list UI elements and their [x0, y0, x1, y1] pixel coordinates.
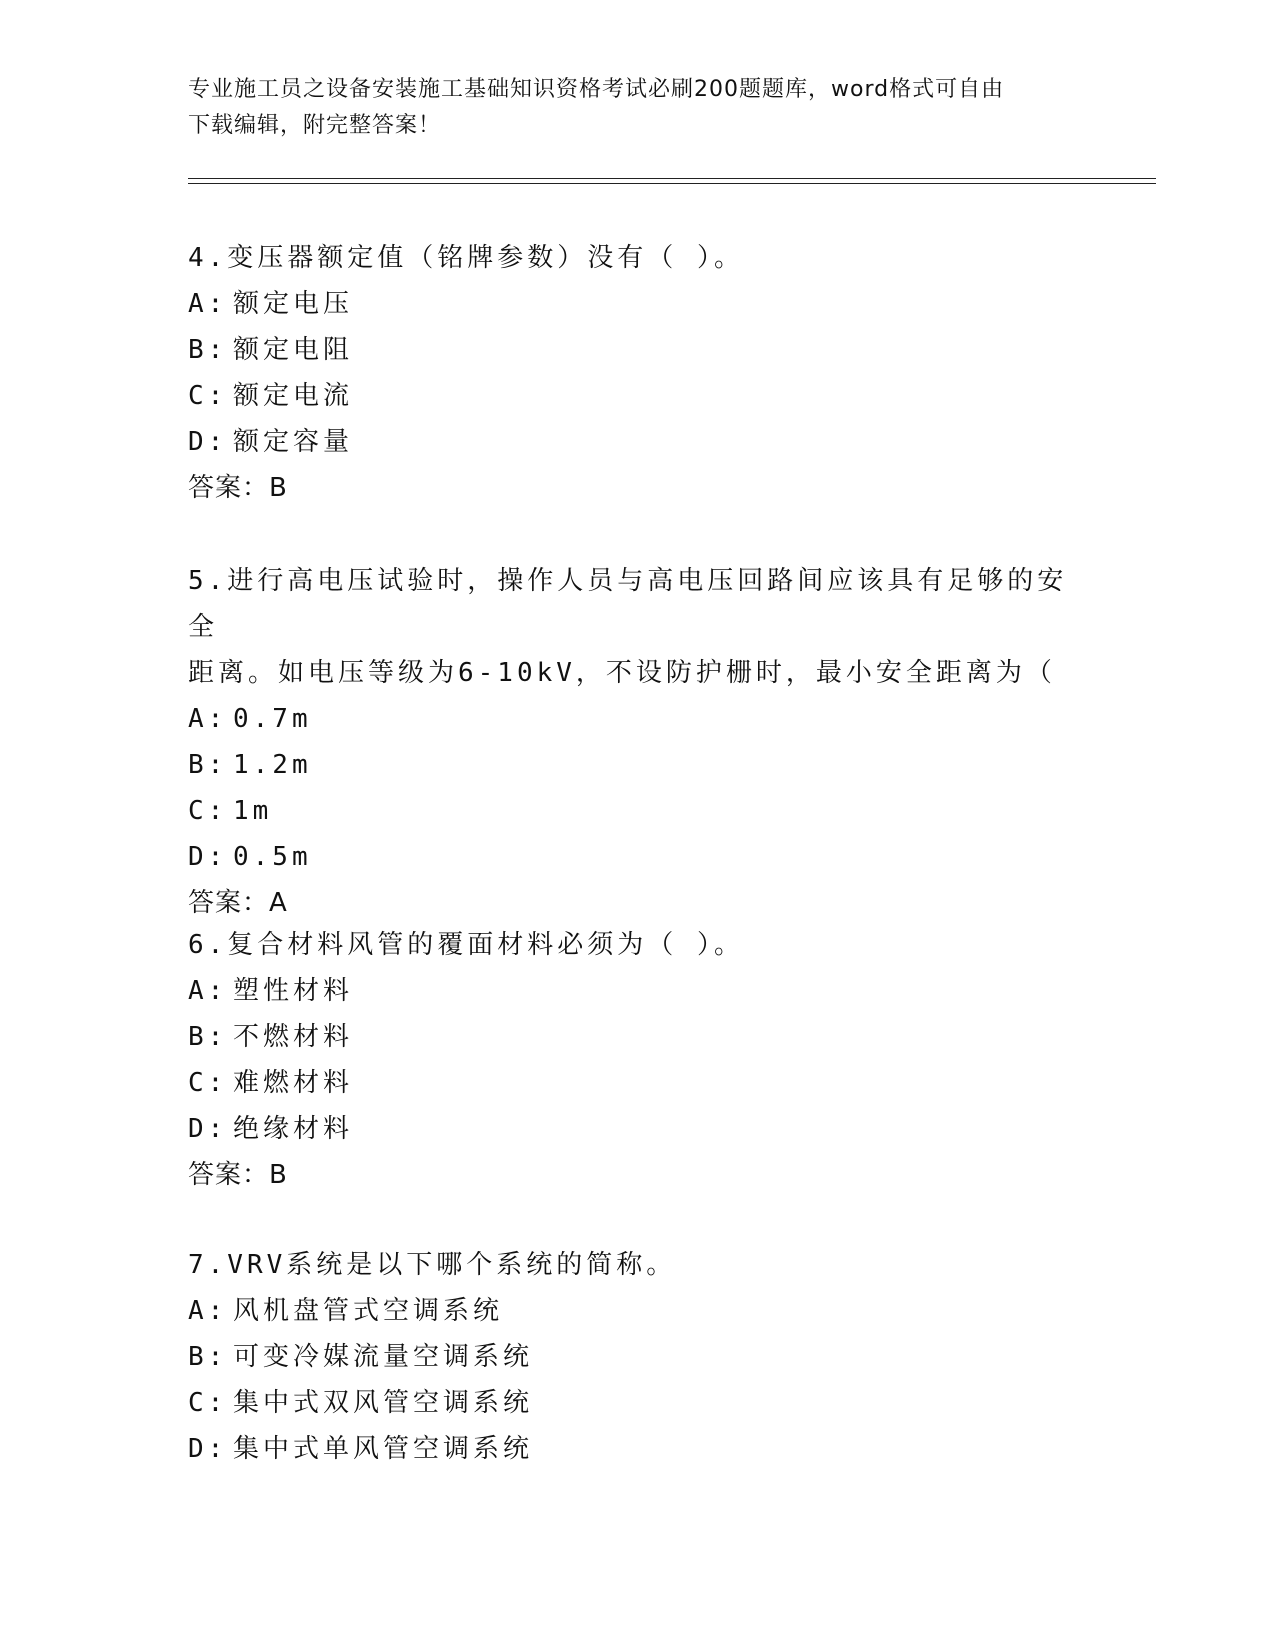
option-b: [188, 1334, 1088, 1380]
header-line-1: 专业施工员之设备安装施工基础知识资格考试必刷200题题库，word格式可自由: [188, 77, 1005, 102]
option-b: [188, 1014, 1088, 1060]
option-key: D:: [188, 1434, 228, 1464]
answer-line: 答案：B: [188, 1160, 288, 1190]
option-a: [188, 696, 1088, 742]
option-key: C:: [188, 381, 228, 411]
option-key: C:: [188, 796, 228, 826]
option-text: 额定电压: [233, 289, 354, 319]
option-key: B:: [188, 750, 228, 780]
option-a: [188, 281, 1088, 327]
option-c: [188, 788, 1088, 834]
option-text: 额定电阻: [233, 335, 354, 365]
option-a: [188, 968, 1088, 1014]
question-4: [188, 235, 1088, 511]
option-c: [188, 373, 1088, 419]
option-d: [188, 1426, 1088, 1472]
option-key: D:: [188, 842, 228, 872]
option-text: 塑性材料: [233, 976, 354, 1006]
option-text: 绝缘材料: [233, 1114, 354, 1144]
option-c: [188, 1380, 1088, 1426]
option-key: A:: [188, 1296, 228, 1326]
option-key: C:: [188, 1388, 228, 1418]
option-key: D:: [188, 1114, 228, 1144]
option-c: [188, 1060, 1088, 1106]
option-text: 风机盘管式空调系统: [233, 1296, 504, 1326]
question-6: [188, 922, 1088, 1198]
option-key: B:: [188, 335, 228, 365]
option-key: C:: [188, 1068, 228, 1098]
question-stem-line-2: 距离。如电压等级为6-10kV，不设防护栅时，最小安全距离为（: [188, 658, 1056, 688]
header-line-2: 下载编辑，附完整答案！: [188, 113, 442, 138]
question-stem-line-1: 5.进行高电压试验时，操作人员与高电压回路间应该具有足够的安全: [188, 566, 1068, 642]
option-d: [188, 834, 1088, 880]
option-key: B:: [188, 1342, 228, 1372]
header-divider-top: [188, 178, 1156, 179]
question-7: [188, 1242, 1088, 1472]
option-text: 难燃材料: [233, 1068, 354, 1098]
question-stem: 6.复合材料风管的覆面材料必须为（ ）。: [188, 930, 744, 960]
option-d: [188, 419, 1088, 465]
option-key: A:: [188, 976, 228, 1006]
option-text: 集中式单风管空调系统: [233, 1434, 534, 1464]
option-text: 额定电流: [233, 381, 354, 411]
option-key: A:: [188, 289, 228, 319]
answer-line: 答案：B: [188, 473, 288, 503]
question-stem: 4.变压器额定值（铭牌参数）没有（ ）。: [188, 243, 744, 273]
option-text: 0.5m: [233, 842, 312, 872]
option-b: [188, 742, 1088, 788]
option-text: 不燃材料: [233, 1022, 354, 1052]
option-d: [188, 1106, 1088, 1152]
question-stem: 7.VRV系统是以下哪个系统的简称。: [188, 1250, 677, 1280]
option-a: [188, 1288, 1088, 1334]
option-b: [188, 327, 1088, 373]
option-key: D:: [188, 427, 228, 457]
option-text: 额定容量: [233, 427, 354, 457]
option-text: 1.2m: [233, 750, 312, 780]
option-text: 1m: [233, 796, 273, 826]
question-5: [188, 558, 1088, 926]
option-key: B:: [188, 1022, 228, 1052]
option-text: 集中式双风管空调系统: [233, 1388, 534, 1418]
document-header: [188, 72, 1068, 144]
header-divider-bottom: [188, 183, 1156, 184]
option-text: 0.7m: [233, 704, 312, 734]
option-key: A:: [188, 704, 228, 734]
option-text: 可变冷媒流量空调系统: [233, 1342, 534, 1372]
answer-line: 答案：A: [188, 888, 288, 918]
